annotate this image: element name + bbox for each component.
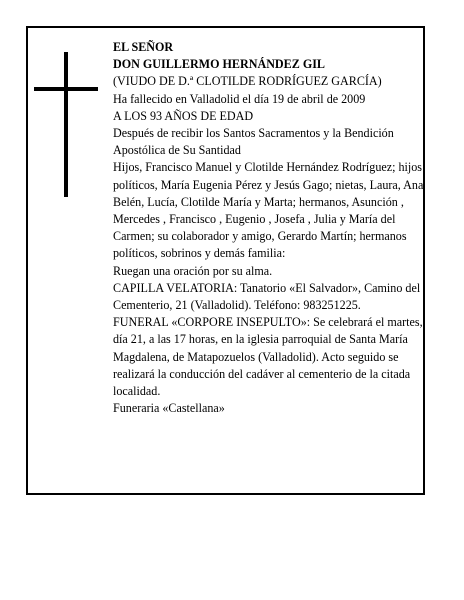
- age-statement: A LOS 93 AÑOS DE EDAD: [113, 108, 254, 123]
- notice-title: EL SEÑOR: [113, 40, 174, 54]
- funeral-paragraph: FUNERAL «CORPORE INSEPULTO»: Se celebrará el martes, día 21, a las 17 horas, en la iglesia parroquial de Santa María Magdalena, de Matapozuelos (Valladolid). Acto seguido se realizará la conducción del cadáver al cementerio de la citada localidad.: [113, 315, 423, 399]
- deceased-name: DON GUILLERMO HERNÁNDEZ GIL: [113, 57, 326, 72]
- funeral-home-line: Funeraria «Castellana»: [113, 401, 225, 416]
- sacraments-paragraph: Después de recibir los Santos Sacramentos y la Bendición Apostólica de Su Santidad: [113, 126, 394, 158]
- widower-of: (VIUDO DE D.ª CLOTILDE RODRÍGUEZ GARCÍA): [113, 74, 382, 89]
- family-paragraph: Hijos, Francisco Manuel y Clotilde Hernández Rodríguez; hijos políticos, María Eugenia Pérez y Jesús Gago; nietas, Laura, Ana Belén, Lucía, Clotilde María y Marta; hermanos, Asunción , Mercedes , Francisco , Eugenio , Josefa , Julia y María del Carmen; su colaborador y amigo, Gerardo Martín; hermanos políticos, sobrinos y demás familia:: [113, 160, 424, 261]
- death-statement: Ha fallecido en Valladolid el día 19 de abril de 2009: [113, 91, 366, 106]
- obituary-text: [113, 39, 425, 417]
- cross-vertical-bar: [64, 52, 68, 197]
- chapel-paragraph: CAPILLA VELATORIA: Tanatorio «El Salvador», Camino del Cementerio, 21 (Valladolid). Teléfono: 983251225.: [113, 280, 421, 313]
- cross-icon: [34, 52, 98, 197]
- prayer-line: Ruegan una oración por su alma.: [113, 263, 273, 278]
- cross-horizontal-bar: [34, 87, 98, 91]
